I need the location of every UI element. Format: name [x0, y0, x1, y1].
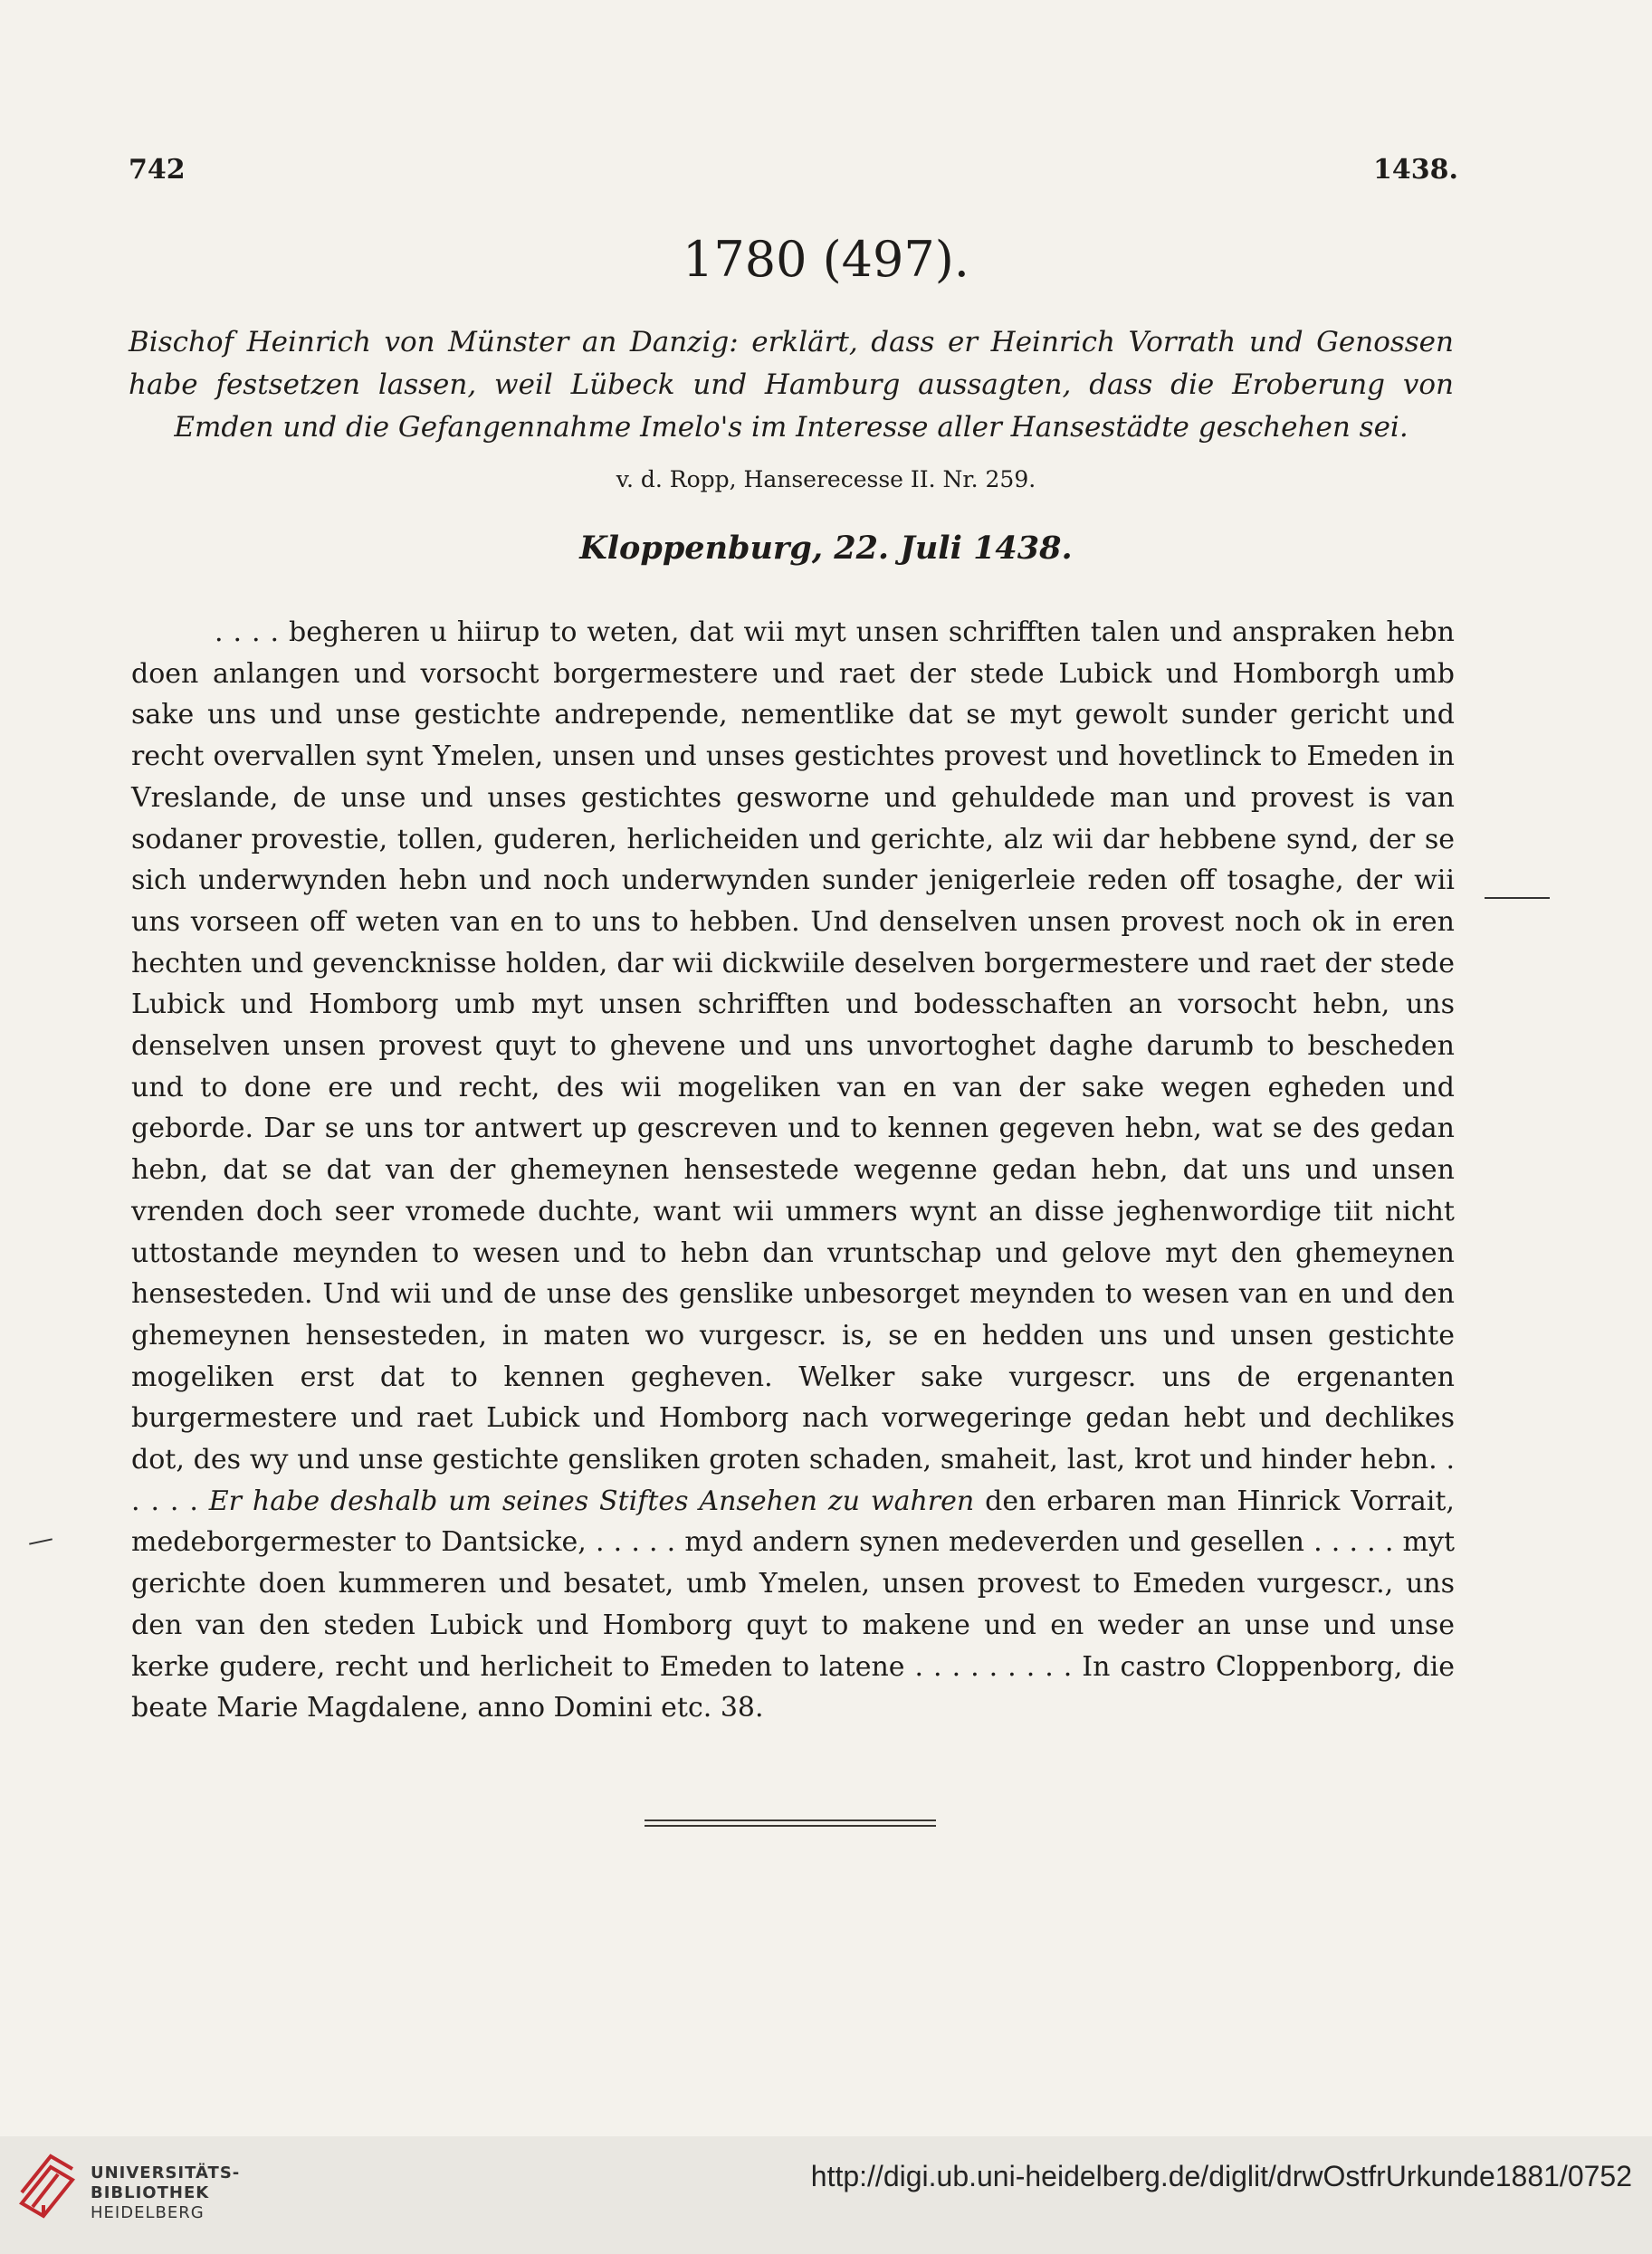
document-summary: Bischof Heinrich von Münster an Danzig: erklärt, dass er Heinrich Vorrath und Genossen habe festsetzen lassen, weil Lübeck und Hamburg aussagten, dass die Eroberung von Emden und die Gefangennahme Imelo's im Interesse aller Hansestädte geschehen sei. — [129, 326, 1454, 444]
document-body — [131, 612, 1455, 1729]
library-name — [91, 2163, 240, 2223]
margin-mark — [29, 1538, 53, 1544]
university-library-logo-icon — [16, 2149, 78, 2225]
source-reference: v. d. Ropp, Hanserecesse II. Nr. 259. — [616, 466, 1036, 492]
running-year: 1438. — [1373, 154, 1458, 186]
library-name-line2: BIBLIOTHEK — [91, 2183, 210, 2202]
end-rule — [645, 1825, 936, 1827]
viewer-footer — [0, 2136, 1652, 2254]
permalink-url[interactable]: http://digi.ub.uni-heidelberg.de/diglit/drwOstfrUrkunde1881/0752 — [810, 2160, 1632, 2192]
body-text-part2: den erbaren man Hinrick Vorrait, medeborgermester to Dantsicke, . . . . . myd andern synen medeverden und gesellen . . . . . myt gerichte doen kummeren und besatet, umb Ymelen, unsen provest to Emeden vurgescr., uns den van den steden Lubick und Homborg quyt to makene und en weder an unse und unse kerke gudere, recht und herlicheit to Emeden to latene . . . . . . . . . In castro Cloppenborg, die beate Marie Magdalene, anno Domini etc. 38. — [131, 1485, 1455, 1724]
body-editor-note: Er habe deshalb um seines Stiftes Ansehen zu wahren — [208, 1485, 975, 1517]
document-number: 1780 (497). — [683, 231, 969, 288]
library-name-line1: UNIVERSITÄTS- — [91, 2163, 241, 2182]
end-rule — [645, 1819, 936, 1821]
place-and-date: Kloppenburg, 22. Juli 1438. — [579, 530, 1073, 567]
library-name-line3: HEIDELBERG — [91, 2203, 205, 2222]
page-number: 742 — [129, 154, 186, 186]
body-text-part1: . . . . begheren u hiirup to weten, dat wii myt unsen schrifften talen und anspraken hebn doen anlangen und vorsocht borgermestere und raet der stede Lubick und Homborgh umb sake uns und unse gestichte andrepende, nementlike dat se myt gewolt sunder gericht und recht overvallen synt Ymelen, unsen und unses gestichtes provest und hovetlinck to Emeden in Vreslande, de unse und unses gestichtes gesworne und gehuldede man und provest is van sodaner provestie, tollen, guderen, herlicheiden und gerichte, alz wii dar hebbene synd, der se sich underwynden hebn und noch underwynden sunder jenigerleie reden off tosaghe, der wii uns vorseen off weten van en to uns to hebben. Und denselven unsen provest noch ok in eren hechten und gevencknisse holden, dar wii dickwiile deselven borgermestere und raet der stede Lubick und Homborg umb myt unsen schrifften und bodesschaften an vorsocht hebn, uns denselven unsen provest quyt to ghevene und uns unvortoghet daghe darumb to bescheden und to done ere und recht, des wii mogeliken van en van der sake wegen egheden und geborde. Dar se uns tor antwert up gescreven und to kennen gegeven hebn, wat se des gedan hebn, dat se dat van der ghemeynen hensestede wegenne gedan hebn, dat uns und unsen vrenden doch seer vromede duchte, want wii ummers wynt an disse jeghenwordige tiit nicht uttostande meynden to wesen und to hebn dan vruntschap und gelove myt den ghemeynen hensesteden. Und wii und de unse des genslike unbesorget meynden to wesen van en und den ghemeynen hensesteden, in maten wo vurgescr. is, se en hedden uns und unsen gestichte mogeliken erst dat to kennen gegheven. Welker sake vurgescr. uns de ergenanten burgermestere und raet Lubick und Homborg nach vorwegeringe gedan hebt und dechlikes dot, des wy und unse gestichte gensliken groten schaden, smaheit, last, krot und hinder hebn. . . . . . — [131, 616, 1455, 1517]
margin-mark — [1485, 897, 1550, 899]
